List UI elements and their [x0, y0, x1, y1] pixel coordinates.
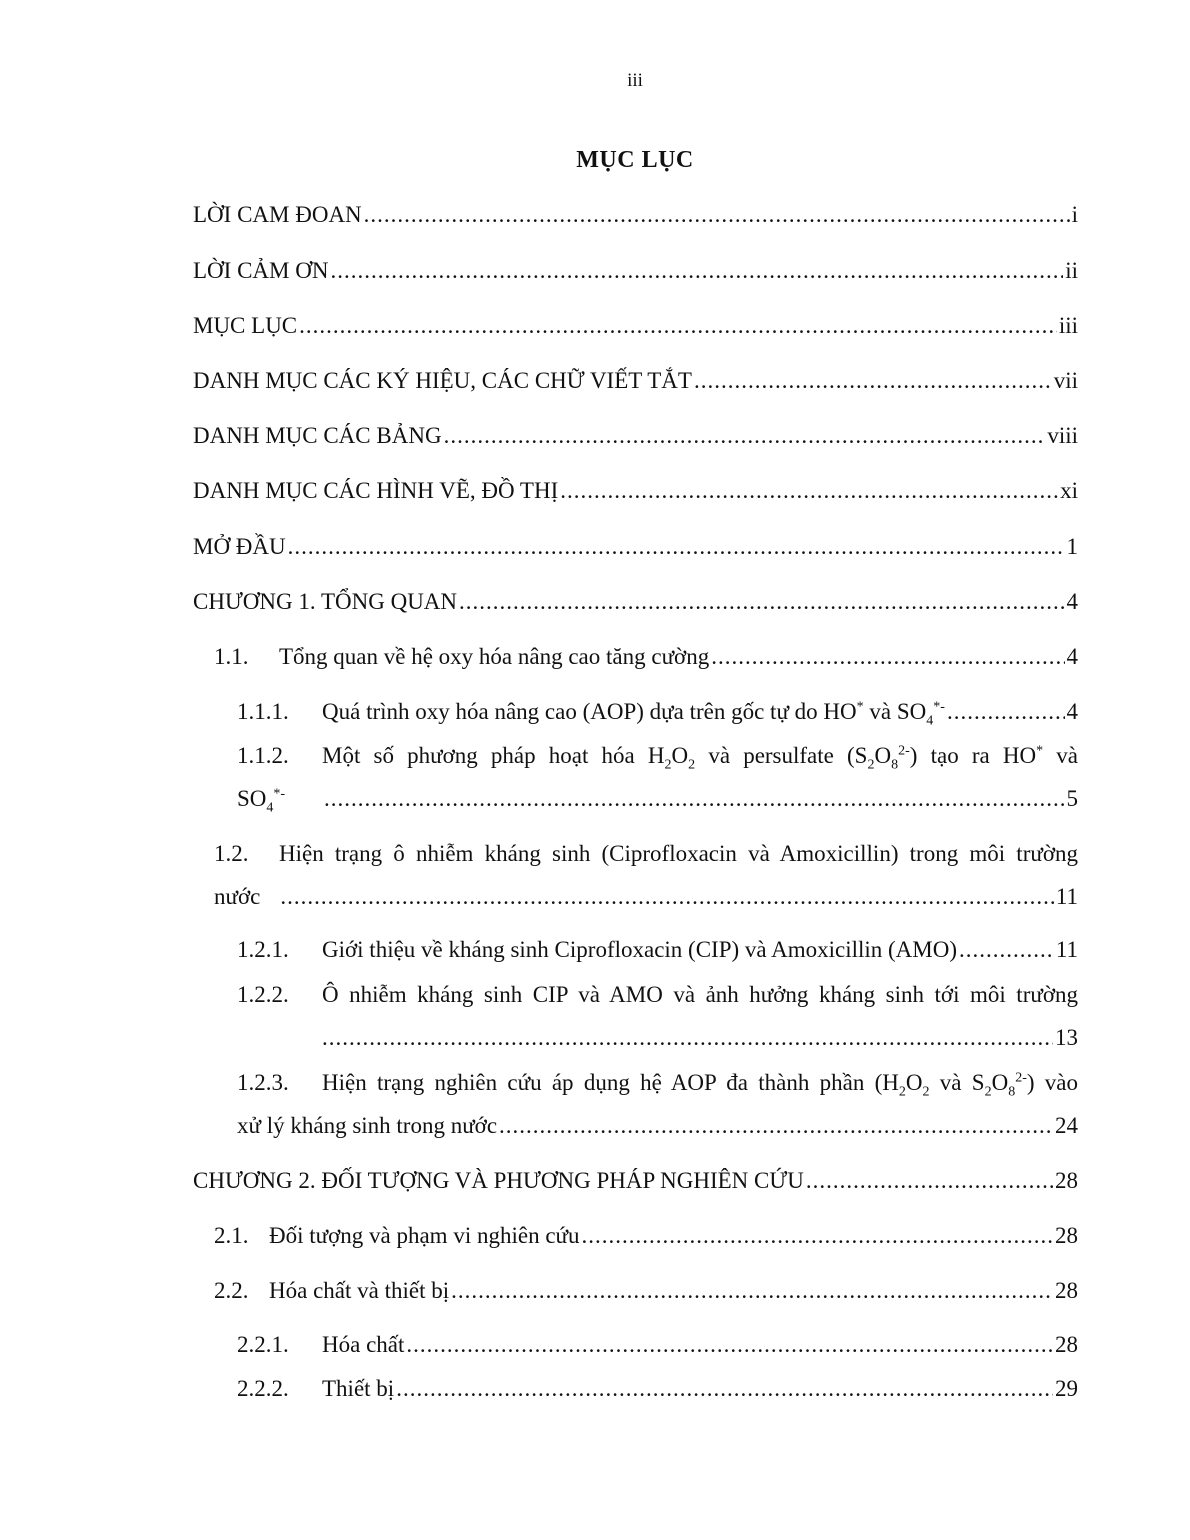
toc-entry-title: MỤC LỤC: [193, 313, 298, 338]
toc-entry-title: LỜI CAM ĐOAN: [193, 202, 362, 227]
toc-entry-page: 1: [1066, 534, 1078, 559]
dot-leader: [959, 935, 1054, 965]
dot-leader: [806, 1166, 1053, 1196]
toc-entry-title: MỞ ĐẦU: [193, 534, 286, 559]
toc-entry[interactable]: [193, 476, 1078, 506]
toc-entry-title: Ô nhiễm kháng sinh CIP và AMO và ảnh hưởng kháng sinh tới môi trường: [322, 982, 1078, 1007]
toc-entry-title: DANH MỤC CÁC BẢNG: [193, 423, 442, 448]
toc-entry-number: 1.1.1.: [237, 699, 289, 724]
toc-entry-page: iii: [1058, 313, 1078, 338]
toc-entry[interactable]: [193, 1068, 1078, 1098]
toc-entry[interactable]: [193, 1166, 1078, 1196]
toc-entry-page: 24: [1055, 1113, 1078, 1138]
toc-entry-number: 2.2.1.: [237, 1332, 289, 1357]
toc-entry-title: Hóa chất và thiết bị: [269, 1278, 450, 1303]
toc-entry-title: LỜI CẢM ƠN: [193, 258, 329, 283]
toc-entry[interactable]: [193, 532, 1078, 562]
toc-entry-page: 11: [1055, 937, 1078, 962]
toc-entry[interactable]: [193, 1330, 1078, 1360]
toc-entry[interactable]: [193, 935, 1078, 965]
toc-entry[interactable]: [193, 1276, 1078, 1306]
toc-entry-prefix: $SO_4^{*-}$: [237, 786, 286, 816]
dot-leader: [288, 532, 1065, 562]
toc-entry[interactable]: [193, 741, 1078, 771]
toc-entry[interactable]: [193, 642, 1078, 672]
toc-entry[interactable]: [193, 200, 1078, 230]
toc-entry-title: DANH MỤC CÁC KÝ HIỆU, CÁC CHỮ VIẾT TẮT: [193, 368, 692, 393]
toc-entry-continuation: [214, 882, 1078, 912]
toc-entry-page: vii: [1053, 368, 1078, 393]
toc-entry-number: 2.2.2.: [237, 1376, 289, 1401]
toc-entry-page: 11: [1055, 884, 1078, 909]
toc-entry-page: 4: [1066, 589, 1078, 614]
toc-entry-page: 28: [1055, 1223, 1078, 1248]
toc-entry[interactable]: [193, 366, 1078, 396]
dot-leader: [364, 200, 1070, 230]
dot-leader: [299, 311, 1057, 341]
toc-entry-number: 1.2.2.: [237, 982, 289, 1007]
toc-entry-page: ii: [1065, 258, 1078, 283]
toc-entry-number: 1.2.: [214, 841, 249, 866]
toc-entry[interactable]: [193, 697, 1078, 727]
dot-leader: [582, 1221, 1054, 1251]
dot-leader: [406, 1330, 1053, 1360]
toc-entry[interactable]: [193, 839, 1078, 869]
toc-entry-number: 1.2.3.: [237, 1070, 289, 1095]
toc-entry-title: Hiện trạng nghiên cứu áp dụng hệ AOP đa thành phần ($H_2O_2$ và $S_2O_8^{2-}$) vào: [322, 1070, 1079, 1100]
dot-leader: [396, 1374, 1053, 1404]
toc-entry[interactable]: [193, 256, 1078, 286]
toc-entry-title: Hiện trạng ô nhiễm kháng sinh (Ciprofloxacin và Amoxicillin) trong môi trường: [279, 841, 1078, 866]
toc-entry-page: xi: [1060, 478, 1078, 503]
dot-leader: [499, 1111, 1053, 1141]
toc-entry-title: Giới thiệu về kháng sinh Ciprofloxacin (CIP) và Amoxicillin (AMO): [322, 937, 957, 962]
toc-entry[interactable]: [193, 980, 1078, 1010]
toc-entry-title: Thiết bị: [322, 1376, 395, 1401]
toc-entry[interactable]: [193, 421, 1078, 451]
toc-entry-title: CHƯƠNG 1. TỔNG QUAN: [193, 589, 458, 614]
toc-entry[interactable]: [193, 1374, 1078, 1404]
toc-entry-number: 2.2.: [214, 1278, 249, 1303]
toc-entry-title: nước: [214, 884, 261, 909]
dot-leader: [324, 784, 1065, 814]
toc-entry-title: Đối tượng và phạm vi nghiên cứu: [269, 1223, 580, 1248]
toc-entry-title: Một số phương pháp hoạt hóa $H_2O_2$ và persulfate $(S_2O_8^{2-})$ tạo ra HO* và: [322, 743, 1078, 773]
toc-entry[interactable]: [193, 311, 1078, 341]
dot-leader: [444, 421, 1046, 451]
toc-entry-number: 1.1.2.: [237, 743, 289, 768]
dot-leader: [947, 697, 1065, 727]
toc-entry-title: Quá trình oxy hóa nâng cao (AOP) dựa trên gốc tự do HO* và $SO_4^{*-}$: [322, 699, 945, 729]
toc-entry-page: 29: [1055, 1376, 1078, 1401]
page-title: MỤC LỤC: [576, 147, 694, 173]
toc-entry-title: Hóa chất: [322, 1332, 405, 1357]
toc-entry-page: i: [1071, 202, 1078, 227]
toc-entry-continuation: [322, 1023, 1078, 1053]
toc-entry-page: 13: [1055, 1025, 1078, 1050]
dot-leader: [451, 1276, 1053, 1306]
toc-entry-page: 4: [1066, 699, 1078, 724]
toc-entry-title: CHƯƠNG 2. ĐỐI TƯỢNG VÀ PHƯƠNG PHÁP NGHIÊN CỨU: [193, 1168, 804, 1193]
toc-entry-page: 28: [1055, 1278, 1078, 1303]
dot-leader: [459, 587, 1064, 617]
dot-leader: [322, 1023, 1053, 1053]
toc-entry-continuation: [237, 1111, 1078, 1141]
toc-entry-number: 1.2.1.: [237, 937, 289, 962]
toc-entry-page: 28: [1055, 1168, 1078, 1193]
toc-entry-continuation: [237, 784, 1078, 814]
toc-entry[interactable]: [193, 1221, 1078, 1251]
toc-entry-title: xử lý kháng sinh trong nước: [237, 1113, 498, 1138]
dot-leader: [694, 366, 1052, 396]
toc-entry-page: viii: [1047, 423, 1078, 448]
toc-entry-title: DANH MỤC CÁC HÌNH VẼ, ĐỒ THỊ: [193, 478, 559, 503]
dot-leader: [711, 642, 1064, 672]
toc-entry-number: 2.1.: [214, 1223, 249, 1248]
toc-entry-page: 28: [1055, 1332, 1078, 1357]
toc-entry[interactable]: [193, 587, 1078, 617]
toc-entry-page: 4: [1066, 644, 1078, 669]
dot-leader: [280, 882, 1054, 912]
toc-entry-number: 1.1.: [214, 644, 249, 669]
toc-entry-page: 5: [1066, 786, 1078, 811]
dot-leader: [330, 256, 1063, 286]
dot-leader: [560, 476, 1058, 506]
toc-entry-title: Tổng quan về hệ oxy hóa nâng cao tăng cường: [279, 644, 710, 669]
page-number: iii: [627, 70, 643, 91]
